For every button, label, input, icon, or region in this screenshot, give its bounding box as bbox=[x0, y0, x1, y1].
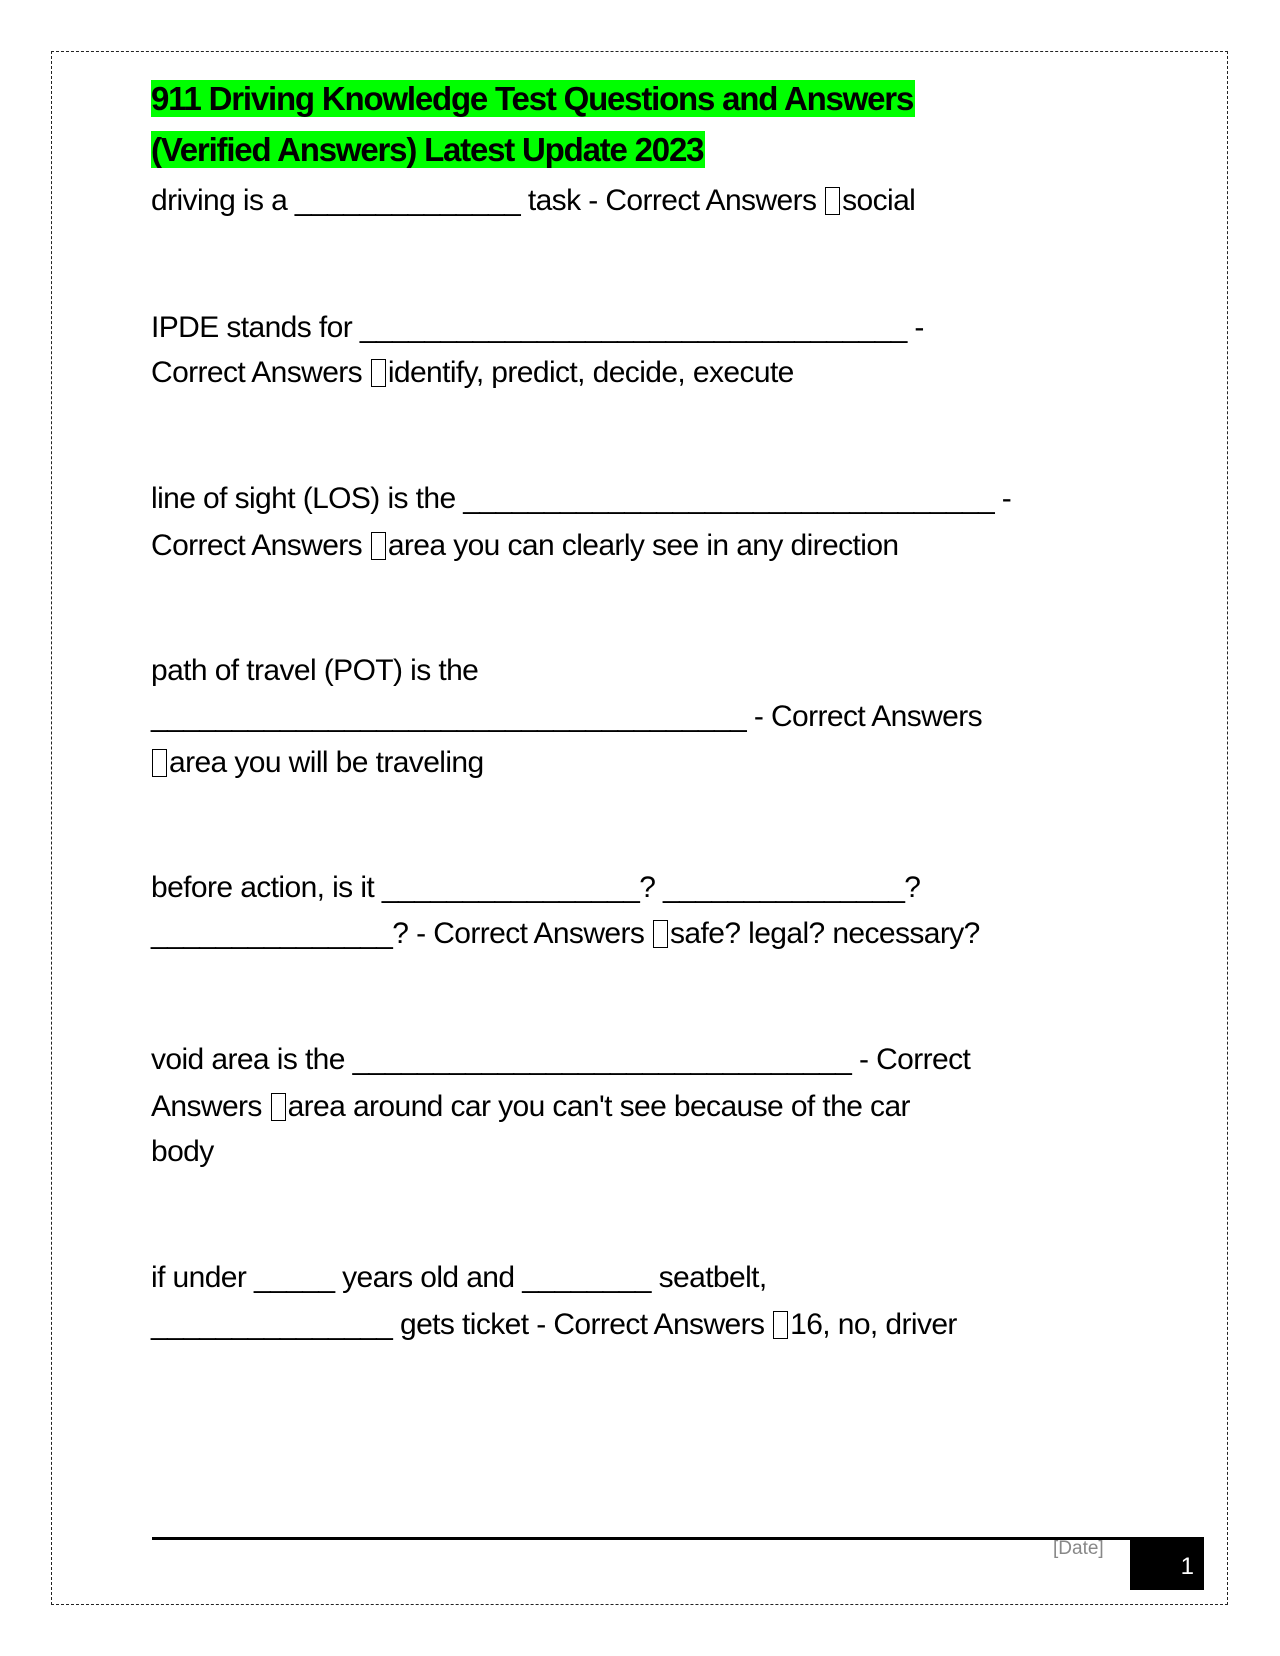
answer-text: social bbox=[842, 184, 916, 217]
question-3-answer bbox=[151, 528, 899, 564]
answer-text: area you will be traveling bbox=[169, 746, 484, 779]
answer-marker-icon bbox=[371, 532, 386, 560]
question-text: driving is a ______________ task - Correct Answers bbox=[151, 184, 825, 217]
title-text: (Verified Answers) Latest Update 2023 bbox=[151, 131, 704, 168]
question-4-answer bbox=[151, 745, 484, 781]
answer-marker-icon bbox=[152, 749, 167, 777]
question-4: path of travel (POT) is the bbox=[151, 654, 479, 687]
answer-label: Answers bbox=[151, 1090, 270, 1123]
page-border bbox=[51, 51, 1228, 1605]
question-5: before action, is it ________________? _______________? bbox=[151, 871, 921, 904]
document-title-line-1 bbox=[151, 74, 915, 124]
answer-marker-icon bbox=[825, 187, 840, 215]
question-7-answer bbox=[151, 1307, 957, 1343]
document-title-line-2 bbox=[151, 125, 705, 175]
question-3: line of sight (LOS) is the _________________________________ - bbox=[151, 482, 1012, 515]
answer-text: area you can clearly see in any direction bbox=[387, 529, 899, 562]
question-2-answer bbox=[151, 355, 794, 391]
answer-marker-icon bbox=[271, 1093, 286, 1121]
question-6: void area is the _______________________________ - Correct bbox=[151, 1043, 971, 1076]
answer-text: 16, no, driver bbox=[790, 1308, 957, 1341]
question-1 bbox=[151, 183, 915, 219]
footer-divider bbox=[152, 1537, 1204, 1540]
footer-date: [Date] bbox=[1053, 1538, 1104, 1559]
page-number: 1 bbox=[1130, 1539, 1204, 1590]
question-6-answer bbox=[151, 1089, 910, 1125]
answer-marker-icon bbox=[371, 359, 386, 387]
answer-marker-icon bbox=[773, 1311, 788, 1339]
answer-text: safe? legal? necessary? bbox=[670, 917, 980, 950]
title-text: 911 Driving Knowledge Test Questions and Answers bbox=[151, 80, 914, 117]
question-5-answer bbox=[151, 916, 980, 952]
question-2: IPDE stands for __________________________________ - bbox=[151, 311, 924, 344]
answer-label: _______________? - Correct Answers bbox=[151, 917, 653, 950]
answer-label: Correct Answers bbox=[151, 529, 370, 562]
question-7: if under _____ years old and ________ seatbelt, bbox=[151, 1261, 767, 1294]
answer-text: identify, predict, decide, execute bbox=[387, 356, 794, 389]
question-6-answer-cont: body bbox=[151, 1135, 214, 1168]
answer-marker-icon bbox=[653, 920, 668, 948]
answer-label: Correct Answers bbox=[151, 356, 370, 389]
answer-text: area around car you can't see because of the car bbox=[287, 1090, 910, 1123]
answer-label: _______________ gets ticket - Correct Answers bbox=[151, 1308, 773, 1341]
question-4-blank: _____________________________________ - Correct Answers bbox=[151, 700, 983, 733]
